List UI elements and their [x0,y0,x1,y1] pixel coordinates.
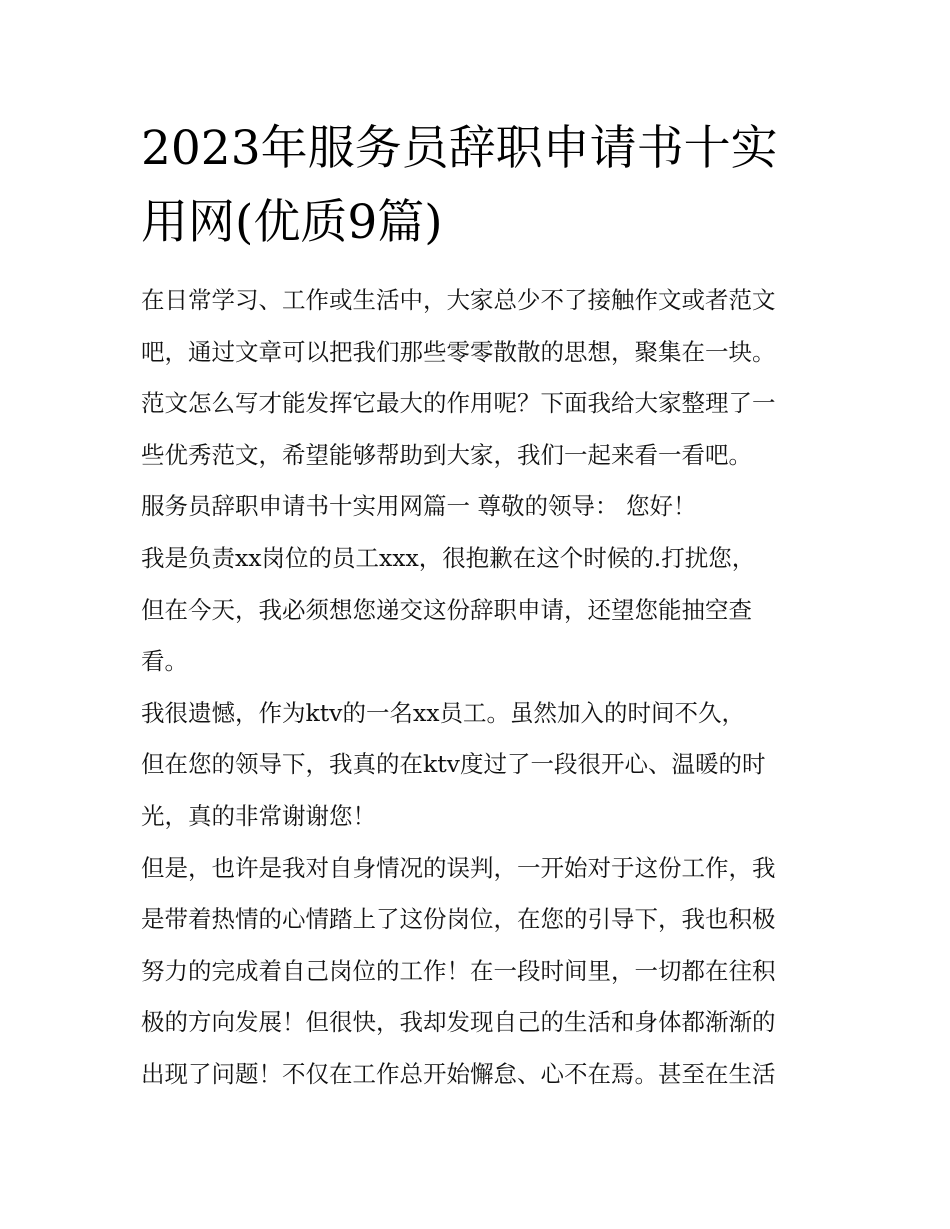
document-body [141,275,831,1101]
body-line: 看。 [141,647,188,676]
body-line: 但在您的领导下，我真的在ktv度过了一段很开心、温暖的时 [141,750,766,779]
body-line: 努力的完成着自己岗位的工作！在一段时间里，一切都在往积 [141,956,776,985]
document-title [141,112,831,260]
body-line: 我很遗憾，作为ktv的一名xx员工。虽然加入的时间不久， [141,698,745,727]
body-line: 服务员辞职申请书十实用网篇一 尊敬的领导： 您好！ [141,492,697,521]
body-line: 我是负责xx岗位的员工xxx，很抱歉在这个时候的.打扰您， [141,543,756,572]
body-line: 些优秀范文，希望能够帮助到大家，我们一起来看一看吧。 [141,440,752,469]
title-line-1: 2023年服务员辞职申请书十实 [141,121,778,176]
body-line: 极的方向发展！但很快，我却发现自己的生活和身体都渐渐的 [141,1008,776,1037]
body-line: 是带着热情的心情踏上了这份岗位，在您的引导下，我也积极 [141,905,776,934]
body-line: 但在今天，我必须想您递交这份辞职申请，还望您能抽空查 [141,595,752,624]
body-line: 出现了问题！不仅在工作总开始懈怠、心不在焉。甚至在生活 [141,1059,776,1088]
body-line: 在日常学习、工作或生活中，大家总少不了接触作文或者范文 [141,286,776,314]
title-line-2: 用网(优质9篇) [141,195,443,250]
body-line: 光，真的非常谢谢您！ [141,801,376,830]
body-line: 但是，也许是我对自身情况的误判，一开始对于这份工作，我 [141,853,776,882]
body-line: 范文怎么写才能发挥它最大的作用呢？下面我给大家整理了一 [141,389,776,418]
body-line: 吧，通过文章可以把我们那些零零散散的思想，聚集在一块。 [141,337,776,366]
